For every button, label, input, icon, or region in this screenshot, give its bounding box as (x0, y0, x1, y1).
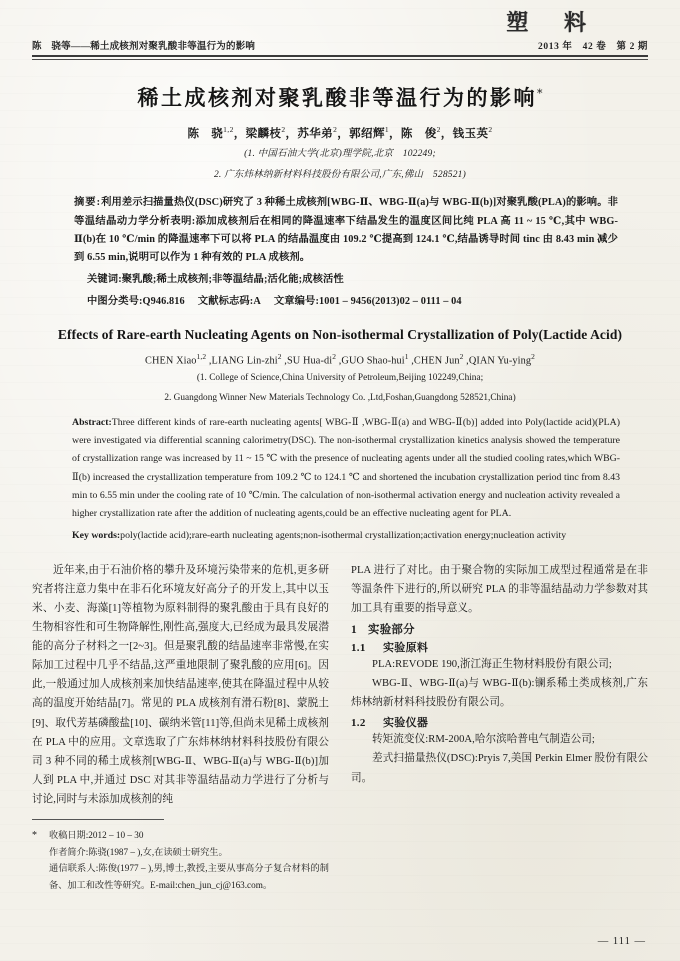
material-item-pla: PLA:REVODE 190,浙江海正生物材料股份有限公司; (372, 659, 612, 671)
section-heading-1-2 (351, 714, 648, 730)
section-heading-1 (351, 621, 648, 637)
footnote-star-marker: * (32, 829, 37, 841)
clc-label: 中图分类号: (87, 295, 143, 307)
doc-code-value: A (253, 295, 261, 307)
page-title-text: 稀土成核剂对聚乳酸非等温行为的影响 (137, 85, 537, 110)
section-11-number: 1.1 (351, 642, 366, 655)
clc-value: Q946.816 (142, 295, 185, 307)
doc-code-label: 文献标志码: (197, 295, 254, 307)
english-abstract-text: Three different kinds of rare-earth nucleating agents[ WBG-Ⅱ ,WBG-Ⅱ(a) and WBG-Ⅱ(b)] added into Poly(lactide acid)(PLA) were investigated via differential scanning calorimetry(DSC). The non-isothermal crystallization kinetics analysis showed the temperature of crystallization range was increased by 11 ~ 15 ℃ with the presence of nucleating agents under all the studied cooling rates,which WBG-Ⅱ(b) increased the crystallization temperature from 109.2 ℃ to 124.1 ℃ and shortened the incubation crystallization period tinc from 8.43 min to 6.55 min under the cooling rate of 10 ℃/min. The calculation of non-isothermal activation energy and nucleation activity revealed a higher crystallization rate after the addition of nucleating agents,could be an effective nucleating agent for PLA. (72, 417, 620, 519)
chinese-affiliation-2: 2. 广东炜林纳新材料科技股份有限公司,广东,佛山 528521) (213, 169, 466, 180)
english-affiliation-1: (1. College of Science,China University of Petroleum,Beijing 102249,China; (196, 373, 484, 384)
footnote-received (32, 827, 329, 845)
english-abstract (32, 414, 648, 523)
english-title: Effects of Rare-earth Nucleating Agents on Non-isothermal Crystallization of Poly(Lactide Acid) (57, 326, 623, 342)
title-block (32, 82, 648, 182)
footnote-author-bio (32, 844, 329, 860)
chinese-abstract (32, 194, 648, 267)
footnote-separator (32, 819, 164, 820)
chinese-abstract-label: 摘要: (74, 197, 102, 209)
title-footnote-marker: * (537, 87, 543, 100)
english-author-list: CHEN Xiao$^{1,2}$ ,LIANG Lin-zhi$^2$ ,SU Hua-$di^2$ ,GUO Shao-hui$^1$ ,CHEN Jun$^2$ ,QIAN Yu-ying$^2$ (144, 351, 535, 367)
running-head-right: 2013 年 42 卷 第 2 期 (538, 42, 648, 52)
body-columns (32, 561, 648, 893)
journal-logo: 塑 料 (506, 10, 600, 36)
english-abstract-label: Abstract: (72, 417, 112, 429)
english-affiliation-2: 2. Guangdong Winner New Materials Technology Co. ,Ltd,Foshan,Guangdong 528521,China) (164, 393, 516, 404)
left-column (32, 561, 329, 893)
header-rule-thin (32, 59, 648, 60)
page-title (32, 82, 648, 112)
english-keywords-text: poly(lactide acid);rare-earth nucleating agents;non-isothermal crystallization;activation energy;nucleation activity (120, 529, 567, 541)
section-1-number: 1 (351, 624, 357, 637)
footnote-author-bio-text: 作者简介:陈骁(1987 – ),女,在读硕士研究生。 (49, 847, 228, 858)
article-id-label: 文章编号: (273, 295, 319, 307)
paragraph-intro: 近年来,由于石油价格的攀升及环境污染带来的危机,更多研究者将注意力集中在非石化环境友好高分子的开发上,其中以玉米、小麦、海藻[1]等植物为原料制得的聚乳酸由于具有良好的生物相容性和可生物降解性,刚性高,强度大,已经成为最具发展潜能的高分子材料之一[2~3]。但是聚乳酸的结晶速率非常慢,在实际加工过程中几乎不结晶,这严重地限制了聚乳酸的应用[6]。因此,一般通过加人成核剂来加快结晶速率,使其在降温过程中从较高的温度开始结晶[7]。常见的 PLA 成核剂有滑石粉[8]、蒙脱土[9]、取代芳基磷酸盐[10]、碳纳米管[11]等,但尚未见稀土成核剂在 PLA 中的应用。文章选取了广东炜林纳材料科技股份有限公司 3 种不同的稀土成核剂[WBG-Ⅱ、WBG-Ⅱ(a)与 WBG-Ⅱ(b)]加人到 PLA 中,并通过 DSC 对其非等温结晶动力学进行了分析与讨论,同时与未添加成核剂的纯 (32, 565, 329, 805)
footnote-corresponding (32, 860, 329, 892)
chinese-keywords-label: 关键词: (87, 273, 122, 285)
doc-code-group (198, 296, 261, 307)
chinese-abstract-text: 利用差示扫描量热仪(DSC)研究了 3 种稀土成核剂[WBG-Ⅱ、WBG-Ⅱ(a)与 WBG-Ⅱ(b)]对聚乳酸(PLA)的影响。非等温结晶动力学分析表明:添加成核剂后在相同的降温速率下结晶发生的温度区间比纯 PLA 高 11 ~ 15 ℃,其中 WBG-Ⅱ(b)在 10 ℃/min 的降温速率下可以将 PLA 的结晶温度由 109.2 ℃提高到 124.1 ℃,结晶诱导时间 tinc 由 8.43 min 减少到 6.55 min,说明可以作为 1 种有效的 PLA 成核剂。 (74, 197, 618, 264)
masthead (32, 0, 648, 60)
footnote-received-text: 收稿日期:2012 – 10 – 30 (49, 829, 144, 840)
footnotes (32, 827, 329, 893)
page-number: — 111 — (597, 936, 646, 947)
article-id-group (274, 296, 462, 307)
section-12-number: 1.2 (351, 717, 366, 730)
header-rules (32, 55, 648, 60)
chinese-keywords-text: 聚乳酸;稀土成核剂;非等温结晶;活化能;成核活性 (121, 273, 344, 285)
chinese-author-list: 陈 骁$^{1,2}$，梁麟枝$^2$，苏华弟$^2$，郭绍辉$^1$，陈 俊$^2$，钱玉英$^2$ (187, 125, 493, 140)
chinese-keywords (32, 270, 648, 285)
running-head (32, 38, 648, 52)
right-column (351, 561, 648, 893)
article-id-value: 1001 – 9456(2013)02 – 0111 – 04 (318, 295, 462, 307)
paragraph-continuation: PLA 进行了对比。由于聚合物的实际加工成型过程通常是在非等温条件下进行的,所以研究 PLA 的非等温结晶动力学参数对其加工具有重要的指导意义。 (351, 565, 648, 615)
instrument-item-rheometer: 转矩流变仪:RM-200A,哈尔滨哈普电气制造公司; (372, 734, 595, 746)
section-11-title: 实验原料 (383, 642, 429, 655)
english-block (32, 327, 648, 407)
section-1-title: 实验部分 (368, 624, 415, 637)
english-keywords (32, 527, 648, 545)
section-12-title: 实验仪器 (383, 717, 429, 730)
footnote-corresponding-text: 通信联系人:陈俊(1977 – ),男,博士,教授,主要从事高分子复合材料的制备、加工和改性等研究。E-mail:chen_jun_cj@163.com。 (49, 863, 329, 890)
section-heading-1-1 (351, 639, 648, 655)
english-keywords-label: Key words: (72, 529, 121, 541)
material-item-wbg: WBG-Ⅱ、WBG-Ⅱ(a)与 WBG-Ⅱ(b):镧系稀土类成核剂,广东炜林纳新材料科技股份有限公司。 (351, 678, 648, 709)
clc-group (87, 296, 185, 307)
chinese-affiliation-1: (1. 中国石油大学(北京)理学院,北京 102249; (244, 149, 436, 159)
instrument-item-dsc: 差式扫描量热仪(DSC):Pryis 7,美国 Perkin Elmer 股份有限公司。 (351, 753, 648, 784)
running-head-left: 陈 骁等——稀土成核剂对聚乳酸非等温行为的影响 (32, 42, 256, 52)
classification-line (32, 292, 648, 307)
